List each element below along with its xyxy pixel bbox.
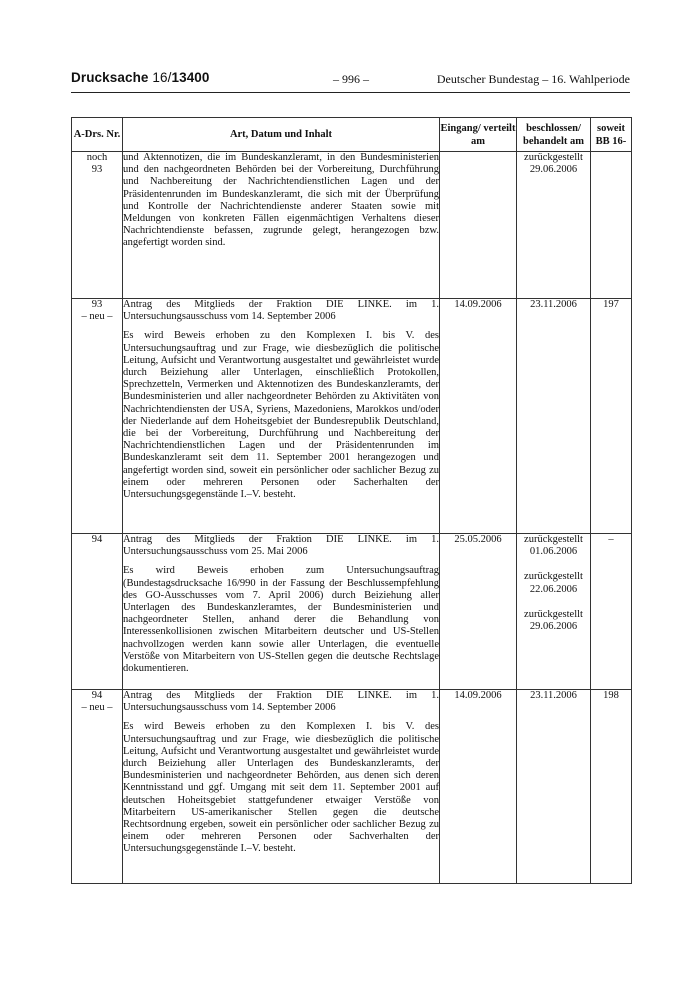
cell-content xyxy=(123,152,440,299)
cell-soweit xyxy=(591,152,632,299)
content-paragraph: Es wird Beweis erhoben zu den Komplexen I. bis V. des Untersuchungsauftrag und zur Frage, wie diesbezüglich die politische Leitung, Aufsicht und Verantwortung ausgestaltet und gewährleistet wurde durch Beiziehung aller Unterlagen des Bundeskanzleramts, der Bundesministerien und nachgeordneter Behörden, aus denen sich deren Kenntnisstand und ggf. Umgang mit seit dem 11. September 2001 auf deutschen Hoheitsgebiet stattgefundener etwaiger Verstöße von Mitarbeitern US-amerikanischer Stellen gegen die deutsche Rechtsordnung ergeben, soweit ein persönlicher oder sachlicher Bezug zu einem oder mehreren Personen oder Sachverhalten der Untersuchungsgegenstände I.–V. besteht. xyxy=(123,721,439,855)
cell-beschlossen xyxy=(517,299,591,534)
cell-nr xyxy=(72,534,123,690)
cell-content xyxy=(123,534,440,690)
decision-date: 23.11.2006 xyxy=(530,690,577,701)
nr-line: noch xyxy=(86,152,108,163)
content-paragraph: Antrag des Mitglieds der Fraktion DIE LINKE. im 1. Untersuchungsausschuss vom 25. Mai 2006 xyxy=(123,534,439,558)
table-row xyxy=(72,299,632,534)
table-header-row xyxy=(72,118,632,152)
doc-prefix: Drucksache xyxy=(71,70,149,85)
col-header-nr: A-Drs. Nr. xyxy=(72,118,123,152)
cell-nr xyxy=(72,690,123,884)
nr-line: 94 xyxy=(91,534,103,545)
content-paragraph: und Aktennotizen, die im Bundeskanzleramt, in den Bundesministerien und den nachgeordneten Behörden bei der Vorbereitung, Durchführung und Nachbereitung der Nachrichtendienstlichen Lagen und der Präsidentenrunden im Bundeskanzleramt, die sich mit der Überprüfung und Kontrolle der Nachrichtendienste anderer Staaten sowie mit Meldungen von konkreten Fällen eigenmächtigen Verhaltens dieser Nachrichtendienste befassen, zugrunde gelegt, herangezogen bzw. angefertigt worden sind. xyxy=(123,152,439,249)
institution-label: Deutscher Bundestag – 16. Wahlperiode xyxy=(436,72,630,86)
nr-line: – neu – xyxy=(81,311,113,323)
decision-date: 23.11.2006 xyxy=(530,299,577,310)
table-row xyxy=(72,690,632,884)
cell-eingang: 14.09.2006 xyxy=(440,299,517,534)
content-paragraph: Antrag des Mitglieds der Fraktion DIE LINKE. im 1. Untersuchungsausschuss vom 14. September 2006 xyxy=(123,690,439,714)
decision-date: zurückgestellt 29.06.2006 xyxy=(524,152,583,176)
cell-soweit: – xyxy=(591,534,632,690)
decision-date: zurückgestellt 22.06.2006 xyxy=(524,571,583,595)
cell-nr xyxy=(72,299,123,534)
cell-eingang: 14.09.2006 xyxy=(440,690,517,884)
table-row xyxy=(72,534,632,690)
cell-content xyxy=(123,690,440,884)
table-row xyxy=(72,152,632,299)
nr-line: 94 xyxy=(91,690,103,701)
content-paragraph: Es wird Beweis erhoben zu den Komplexen I. bis V. des Untersuchungsauftrag und zur Frage, wie diesbezüglich die politische Leitung, Aufsicht und Verantwortung ausgestaltet und gewährleistet wurde durch Beiziehung aller Unterlagen, einschließlich Protokollen, Sprechzetteln, Vermerken und Aktennotizen des Bundeskanzleramts, der Bundesministerien und aller nachgeordneter Behörden zu Aktivitäten von Nachrichtendiensten der USA, Syriens, Mazedoniens, Marokkos und/oder der Niederlande auf dem Hoheitsgebiet der Bundesrepublik Deutschland, die bei der Vorbereitung, Durchführung und Nachbereitung der Nachrichtendienstlichen Lagen und der Präsidentenrunden im Bundeskanzleramt seit dem 11. September 2001 herangezogen und angefertigt worden sind, soweit ein persönlicher oder sachlicher Bezug zu einem oder mehreren Personen oder Sacherhalten der Untersuchungsgegenstände I.–V. besteht. xyxy=(123,330,439,501)
doc-volume: 16/ xyxy=(152,70,172,85)
col-header-soweit: soweit BB 16- xyxy=(591,118,632,152)
nr-line: 93 xyxy=(91,164,103,176)
page-number: – 996 – xyxy=(333,72,369,86)
cell-content xyxy=(123,299,440,534)
cell-soweit: 197 xyxy=(591,299,632,534)
decision-date: zurückgestellt 29.06.2006 xyxy=(524,608,583,633)
col-header-beschlossen: beschlossen/ behandelt am xyxy=(517,118,591,152)
cell-beschlossen xyxy=(517,152,591,299)
cell-beschlossen xyxy=(517,534,591,690)
page-header xyxy=(71,70,630,93)
nr-line: – neu – xyxy=(81,702,113,714)
content-paragraph: Es wird Beweis erhoben zum Untersuchungsauftrag (Bundestagsdrucksache 16/990 in der Fassung der Beschlussempfehlung des GO-Ausschusses vom 7. April 2006) durch Beiziehung aller Unterlagen des Bundeskanzleramtes, der Bundesministerien und nachgeordneter Stellen, anhand derer die Behandlung von Interessenkollisionen zwischen Mitarbeitern deutscher und US-Stellen nachvollzogen werden kann sowie aller Unterlagen, die eventuelle Verstöße von Mitarbeitern von US-Stellen gegen die deutsche Rechtslage dokumentieren. xyxy=(123,565,439,675)
cell-eingang: 25.05.2006 xyxy=(440,534,517,690)
document-id xyxy=(71,70,210,85)
cell-soweit: 198 xyxy=(591,690,632,884)
cell-nr xyxy=(72,152,123,299)
nr-line: 93 xyxy=(91,299,103,310)
evidence-table xyxy=(71,117,632,884)
content-paragraph: Antrag des Mitglieds der Fraktion DIE LINKE. im 1. Untersuchungsausschuss vom 14. September 2006 xyxy=(123,299,439,323)
col-header-art: Art, Datum und Inhalt xyxy=(123,118,440,152)
decision-date: zurückgestellt 01.06.2006 xyxy=(524,534,583,558)
col-header-eingang: Eingang/ verteilt am xyxy=(440,118,517,152)
cell-beschlossen xyxy=(517,690,591,884)
cell-eingang xyxy=(440,152,517,299)
doc-number: 13400 xyxy=(171,70,210,85)
